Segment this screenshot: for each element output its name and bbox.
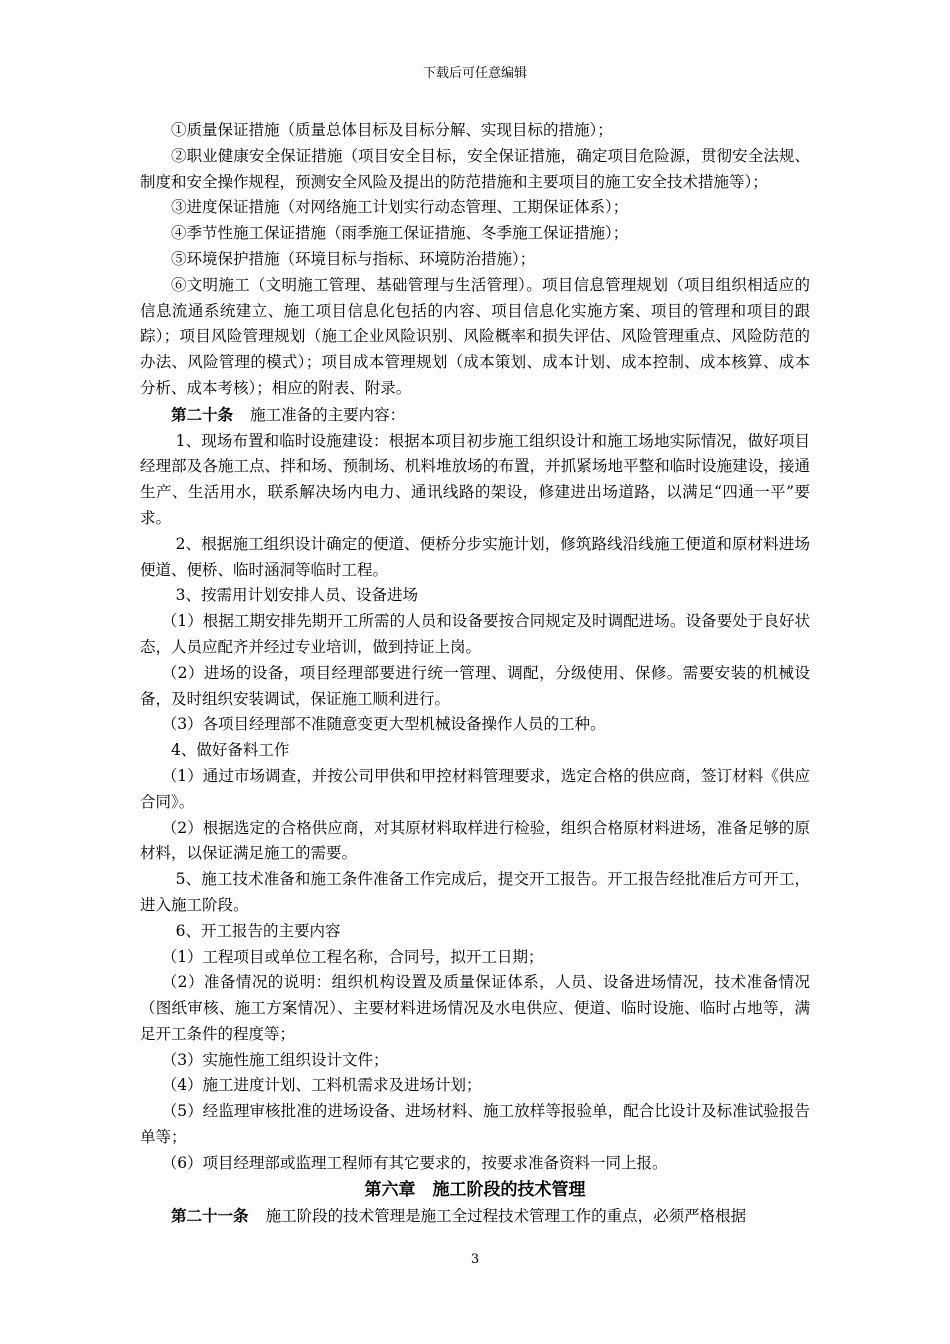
document-body — [140, 118, 810, 1229]
prep-item-6-3: （3）实施性施工组织设计文件； — [161, 1050, 389, 1069]
prep-item-6-1: （1）工程项目或单位工程名称，合同号，拟开工日期； — [161, 947, 544, 966]
article-21-title: 第二十一条 — [171, 1205, 249, 1225]
measure-item-seasonal: ④季节性施工保证措施（雨季施工保证措施、冬季施工保证措施）； — [171, 224, 629, 243]
article-21-text: 施工阶段的技术管理是施工全过程技术管理工作的重点，必须严格根据 — [265, 1206, 747, 1225]
prep-item-3-1: （1）根据工期安排先期开工所需的人员和设备要按合同规定及时调配进场。设备要处于良好状态，人员应配齐并经过专业培训，做到持证上岗。 — [140, 612, 810, 656]
prep-item-6-4: （4）施工进度计划、工料机需求及进场计划； — [161, 1076, 482, 1095]
prep-item-2: 2、根据施工组织设计确定的便道、便桥分步实施计划，修筑路线沿线施工便道和原材料进场便道、便桥、临时涵洞等临时工程。 — [140, 534, 810, 579]
prep-item-6-2: （2）准备情况的说明：组织机构设置及质量保证体系，人员、设备进场情况，技术准备情况（图纸审核、施工方案情况）、主要材料进场情况及水电供应、便道、临时设施、临时占地等，满足开工条件的程度等； — [140, 973, 810, 1043]
measure-item-environment: ⑤环境保护措施（环境目标与指标、环境防治措施）； — [171, 249, 536, 268]
prep-item-3: 3、按需用计划安排人员、设备进场 — [175, 586, 419, 605]
chapter-heading: 第六章 施工阶段的技术管理 — [364, 1179, 586, 1200]
article-20-text: 施工准备的主要内容： — [250, 405, 406, 424]
article-21 — [140, 1203, 810, 1230]
page-header: 下载后可任意编辑 — [422, 66, 527, 81]
measure-item-civilized: ⑥文明施工（文明施工管理、基础管理与生活管理）。项目信息管理规划（项目组织相适应的信息流通系统建立、施工项目信息化包括的内容、项目信息化实施方案、项目的管理和项目的跟踪）；项目风险管理规划（施工企业风险识别、风险概率和损失评估、风险管理重点、风险防范的办法、风险管理的模式）；项目成本管理规划（成本策划、成本计划、成本控制、成本核算、成本分析、成本考核）；相应的附表、附录。 — [140, 275, 810, 397]
prep-item-6: 6、开工报告的主要内容 — [175, 921, 341, 940]
prep-item-5: 5、施工技术准备和施工条件准备工作完成后，提交开工报告。开工报告经批准后方可开工，进入施工阶段。 — [140, 870, 810, 914]
prep-item-3-2: （2）进场的设备，项目经理部要进行统一管理、调配，分级使用、保修。需要安装的机械设备，及时组织安装调试，保证施工顺利进行。 — [140, 663, 810, 708]
page-number: 3 — [470, 1252, 480, 1267]
prep-item-4: 4、做好备料工作 — [171, 741, 290, 760]
article-20 — [140, 402, 810, 429]
prep-item-6-6: （6）项目经理部或监理工程师有其它要求的，按要求准备资料一同上报。 — [161, 1153, 668, 1172]
measure-item-safety: ②职业健康安全保证措施（项目安全目标，安全保证措施，确定项目危险源，贯彻安全法规、制度和安全操作规程，预测安全风险及提出的防范措施和主要项目的施工安全技术措施等）； — [140, 146, 810, 191]
prep-item-3-3: （3）各项目经理部不准随意变更大型机械设备操作人员的工种。 — [161, 715, 606, 734]
prep-item-1: 1、现场布置和临时设施建设：根据本项目初步施工组织设计和施工场地实际情况，做好项目经理部及各施工点、拌和场、预制场、机料堆放场的布置，并抓紧场地平整和临时设施建设，接通生产、生活用水，联系解决场内电力、通讯线路的架设，修建进出场道路，以满足“四通一平”要求。 — [140, 431, 810, 527]
prep-item-6-5: （5）经监理审核批准的进场设备、进场材料、施工放样等报验单，配合比设计及标准试验报告单等； — [140, 1102, 810, 1147]
prep-item-4-2: （2）根据选定的合格供应商，对其原材料取样进行检验，组织合格原材料进场，准备足够的原材料，以保证满足施工的需要。 — [140, 818, 810, 863]
measure-item-schedule: ③进度保证措施（对网络施工计划实行动态管理、工期保证体系）； — [171, 198, 629, 217]
article-20-title: 第二十条 — [171, 404, 234, 424]
measure-item-quality: ①质量保证措施（质量总体目标及目标分解、实现目标的措施）； — [171, 121, 613, 139]
prep-item-4-1: （1）通过市场调查，并按公司甲供和甲控材料管理要求，选定合格的供应商，签订材料《供应合同》。 — [140, 766, 810, 811]
